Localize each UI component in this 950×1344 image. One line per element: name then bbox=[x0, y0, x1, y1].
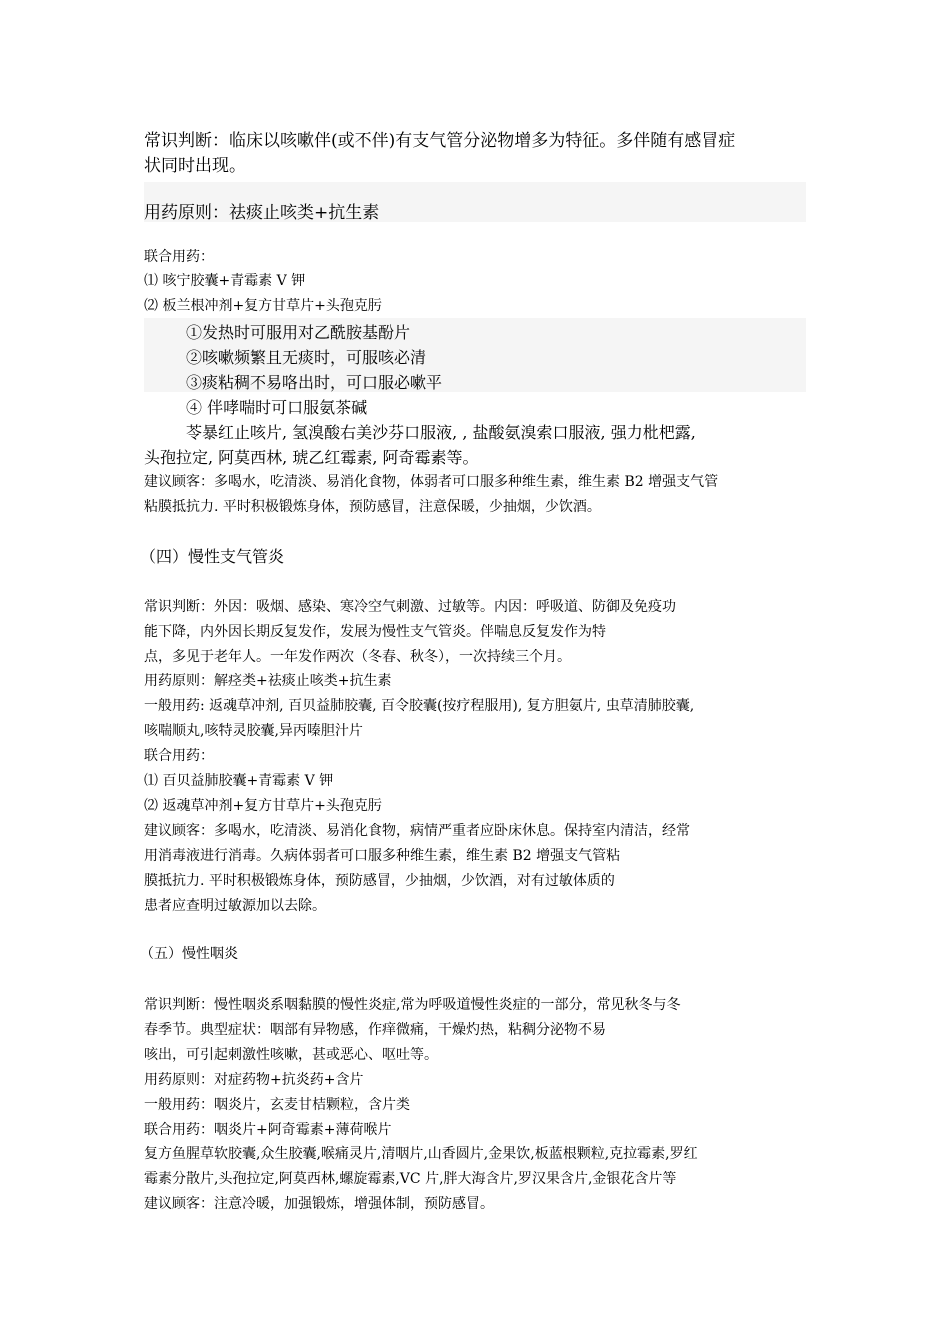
combo-item: ⑵ 返魂草冲剂+复方甘草片+头孢克肟 bbox=[144, 798, 382, 814]
tip-item: ②咳嗽频繁且无痰时，可服咳必清 bbox=[186, 348, 427, 367]
drug-list-line: 霉素分散片,头孢拉定,阿莫西林,螺旋霉素,VC 片,胖大海含片,罗汉果含片,金银花含片等 bbox=[144, 1171, 677, 1187]
diagnosis-line: 点，多见于老年人。一年发作两次（冬春、秋冬），一次持续三个月。 bbox=[144, 649, 571, 665]
medication-principle: 用药原则：祛痰止咳类+抗生素 bbox=[144, 203, 380, 223]
general-medication: 一般用药：咽炎片，玄麦甘桔颗粒，含片类 bbox=[144, 1097, 410, 1113]
tip-item: ③痰粘稠不易咯出时，可口服必嗽平 bbox=[186, 373, 443, 392]
diagnosis-line: 常识判断：慢性咽炎系咽黏膜的慢性炎症,常为呼吸道慢性炎症的一部分，常见秋冬与冬 bbox=[144, 997, 681, 1013]
drug-list-line: 头孢拉定, 阿莫西林, 琥乙红霉素, 阿奇霉素等。 bbox=[144, 448, 479, 467]
tip-item: ④ 伴哮喘时可口服氨茶碱 bbox=[186, 398, 368, 417]
section-heading: （五）慢性咽炎 bbox=[140, 946, 238, 962]
medication-principle: 用药原则：解痉类+祛痰止咳类+抗生素 bbox=[144, 673, 392, 689]
advice-line: 建议顾客：注意冷暖，加强锻炼，增强体制，预防感冒。 bbox=[144, 1196, 494, 1212]
section-heading: （四）慢性支气管炎 bbox=[140, 547, 285, 566]
tip-item: ①发热时可服用对乙酰胺基酚片 bbox=[186, 323, 411, 342]
combo-item: 联合用药：咽炎片+阿奇霉素+薄荷喉片 bbox=[144, 1122, 392, 1138]
advice-line: 建议顾客：多喝水，吃清淡、易消化食物，体弱者可口服多种维生素，维生素 B2 增强支气管 bbox=[144, 474, 719, 490]
general-medication-line: 咳喘顺丸,咳特灵胶囊,异丙嗪胆汁片 bbox=[144, 723, 363, 739]
combo-title: 联合用药： bbox=[144, 249, 214, 265]
drug-list-line: 复方鱼腥草软胶囊,众生胶囊,喉痛灵片,清咽片,山香圆片,金果饮,板蓝根颗粒,克拉霉素,罗红 bbox=[144, 1146, 698, 1162]
diagnosis-line: 状同时出现。 bbox=[144, 156, 246, 176]
diagnosis-line: 常识判断：外因：吸烟、感染、寒冷空气刺激、过敏等。内因：呼吸道、防御及免疫功 bbox=[144, 599, 676, 615]
advice-line: 患者应查明过敏源加以去除。 bbox=[144, 898, 326, 914]
diagnosis-line: 能下降，内外因长期反复发作，发展为慢性支气管炎。伴喘息反复发作为特 bbox=[144, 624, 606, 640]
advice-line: 膜抵抗力. 平时积极锻炼身体，预防感冒，少抽烟，少饮酒，对有过敏体质的 bbox=[144, 873, 615, 889]
advice-line: 粘膜抵抗力. 平时积极锻炼身体，预防感冒，注意保暖，少抽烟，少饮酒。 bbox=[144, 499, 601, 515]
general-medication-line: 一般用药: 返魂草冲剂, 百贝益肺胶囊, 百令胶囊(按疗程服用), 复方胆氨片, 虫草清肺胶囊, bbox=[144, 698, 695, 714]
diagnosis-line: 春季节。典型症状：咽部有异物感，作痒微痛，干燥灼热，粘稠分泌物不易 bbox=[144, 1022, 606, 1038]
advice-line: 用消毒液进行消毒。久病体弱者可口服多种维生素，维生素 B2 增强支气管粘 bbox=[144, 848, 621, 864]
drug-list-line: 苓暴红止咳片, 氢溴酸右美沙芬口服液, , 盐酸氨溴索口服液, 强力枇杷露, bbox=[186, 423, 696, 442]
combo-item: ⑴ 咳宁胶囊+青霉素 V 钾 bbox=[144, 273, 306, 289]
combo-item: ⑵ 板兰根冲剂+复方甘草片+头孢克肟 bbox=[144, 298, 382, 314]
advice-line: 建议顾客：多喝水，吃清淡、易消化食物，病情严重者应卧床休息。保持室内清洁，经常 bbox=[144, 823, 690, 839]
medication-principle: 用药原则：对症药物+抗炎药+含片 bbox=[144, 1072, 364, 1088]
diagnosis-line: 常识判断：临床以咳嗽伴(或不伴)有支气管分泌物增多为特征。多伴随有感冒症 bbox=[144, 131, 736, 151]
combo-item: ⑴ 百贝益肺胶囊+青霉素 V 钾 bbox=[144, 773, 334, 789]
combo-title: 联合用药： bbox=[144, 748, 214, 764]
diagnosis-line: 咳出，可引起刺激性咳嗽，甚或恶心、呕吐等。 bbox=[144, 1047, 438, 1063]
